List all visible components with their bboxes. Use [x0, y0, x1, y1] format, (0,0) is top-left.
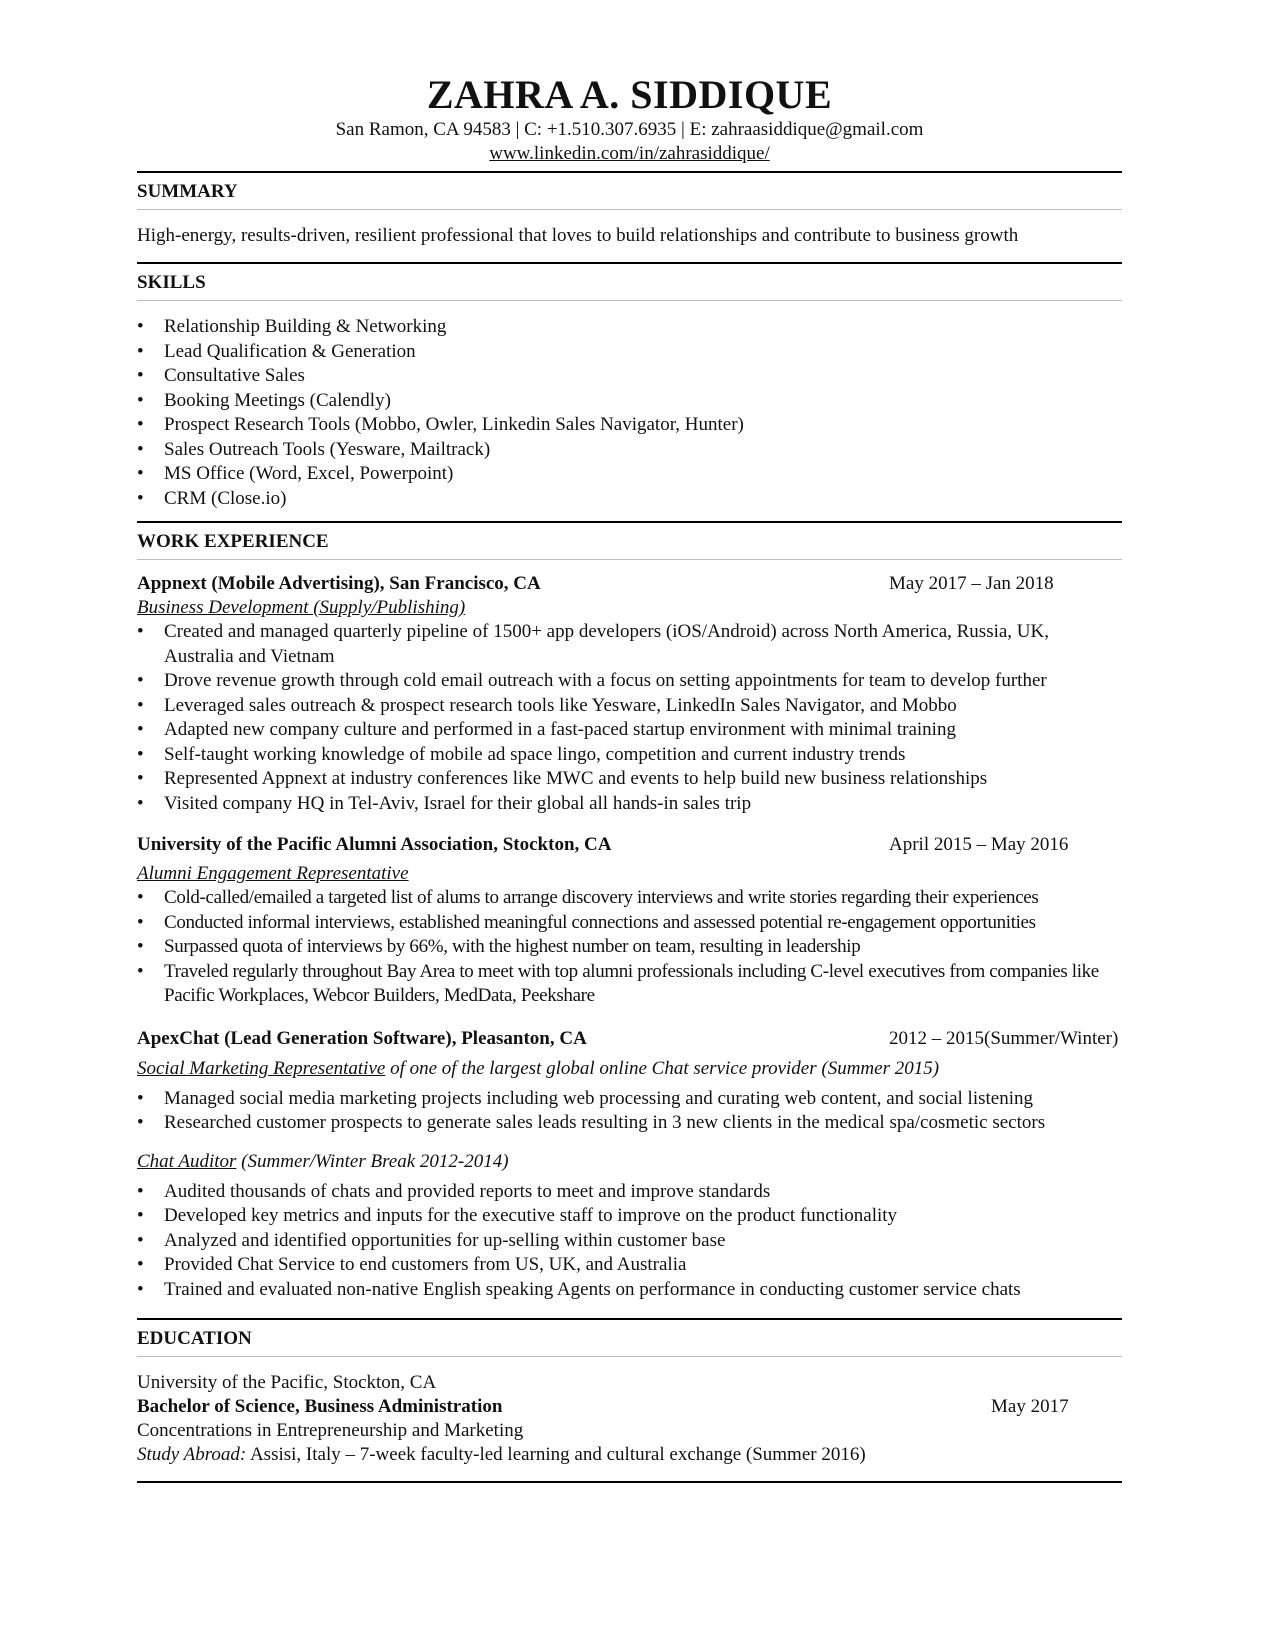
- job-role: Business Development (Supply/Publishing): [137, 597, 466, 618]
- job-bullet: • Researched customer prospects to generate sales leads resulting in 3 new clients in the medical spa/cosmetic sectors: [137, 1111, 1122, 1136]
- job-header: [137, 1027, 1122, 1051]
- job-bullets: [137, 620, 1122, 816]
- education-date: May 2017: [991, 1396, 1069, 1417]
- job-bullet: • Traveled regularly throughout Bay Area to meet with top alumni professionals including C-level executives from companies like Pacific Workplaces, Webcor Builders, MedData, Peekshare: [137, 960, 1122, 1009]
- job-bullet: • Represented Appnext at industry conferences like MWC and events to help build new business relationships: [137, 767, 1122, 792]
- skills-list: [137, 301, 1122, 521]
- job-entry: [137, 816, 1122, 1009]
- job-bullet: • Adapted new company culture and performed in a fast-paced startup environment with minimal training: [137, 718, 1122, 743]
- skill-item: • Consultative Sales: [137, 364, 1122, 389]
- skill-item: • Sales Outreach Tools (Yesware, Mailtrack): [137, 438, 1122, 463]
- skill-item: • Relationship Building & Networking: [137, 315, 1122, 340]
- linkedin-link[interactable]: www.linkedin.com/in/zahrasiddique/: [489, 143, 770, 164]
- job-bullet: • Conducted informal interviews, established meaningful connections and assessed potential re-engagement opportunities: [137, 911, 1122, 936]
- education-degree: Bachelor of Science, Business Administration: [137, 1396, 503, 1417]
- job-bullet: • Self-taught working knowledge of mobile ad space lingo, competition and current industry trends: [137, 743, 1122, 768]
- education-study-abroad: Study Abroad: Assisi, Italy – 7-week faculty-led learning and cultural exchange (Summer 2016): [137, 1444, 866, 1465]
- education-concentrations: Concentrations in Entrepreneurship and Marketing: [137, 1420, 524, 1441]
- job-bullet: • Leveraged sales outreach & prospect research tools like Yesware, LinkedIn Sales Navigator, and Mobbo: [137, 694, 1122, 719]
- job-company: University of the Pacific Alumni Association, Stockton, CA: [137, 834, 612, 855]
- job-header: [137, 572, 1122, 596]
- summary-heading: SUMMARY: [137, 181, 238, 202]
- job-bullet: • Provided Chat Service to end customers from US, UK, and Australia: [137, 1253, 1122, 1278]
- contact-line: San Ramon, CA 94583 | C: +1.510.307.6935 | E: zahraasiddique@gmail.com: [335, 119, 924, 140]
- skill-item: • CRM (Close.io): [137, 487, 1122, 512]
- skill-item: • Booking Meetings (Calendly): [137, 389, 1122, 414]
- job-bullet: • Created and managed quarterly pipeline of 1500+ app developers (iOS/Android) across North America, Russia, UK, Australia and Vietnam: [137, 620, 1122, 669]
- job-bullet: • Managed social media marketing projects including web processing and curating web content, and social listening: [137, 1087, 1122, 1112]
- job-dates: April 2015 – May 2016: [889, 834, 1069, 855]
- job-role-secondary: Chat Auditor (Summer/Winter Break 2012-2014): [137, 1150, 509, 1172]
- job-bullet: • Drove revenue growth through cold email outreach with a focus on setting appointments for team to develop further: [137, 669, 1122, 694]
- summary-text: High-energy, results-driven, resilient professional that loves to build relationships and contribute to business growth: [137, 225, 1019, 246]
- job-bullet: • Visited company HQ in Tel-Aviv, Israel for their global all hands-in sales trip: [137, 792, 1122, 817]
- work-experience-heading: WORK EXPERIENCE: [137, 531, 329, 552]
- job-header: [137, 833, 1122, 857]
- skills-heading: SKILLS: [137, 272, 206, 293]
- job-bullet: • Cold-called/emailed a targeted list of alums to arrange discovery interviews and write stories regarding their experiences: [137, 886, 1122, 911]
- job-dates: May 2017 – Jan 2018: [889, 573, 1054, 594]
- job-bullets: [137, 886, 1122, 1009]
- work-experience-section: [137, 523, 1122, 1318]
- skill-item: • Prospect Research Tools (Mobbo, Owler, Linkedin Sales Navigator, Hunter): [137, 413, 1122, 438]
- job-bullets: [137, 1087, 1122, 1136]
- skills-section: [137, 264, 1122, 521]
- job-entry: [137, 560, 1122, 816]
- candidate-name: ZAHRA A. SIDDIQUE: [426, 72, 833, 117]
- resume-page: [137, 72, 1122, 1483]
- job-bullet: • Developed key metrics and inputs for the executive staff to improve on the product functionality: [137, 1204, 1122, 1229]
- job-bullet: • Audited thousands of chats and provided reports to meet and improve standards: [137, 1180, 1122, 1205]
- job-company: ApexChat (Lead Generation Software), Pleasanton, CA: [137, 1027, 587, 1049]
- education-section: [137, 1320, 1122, 1481]
- education-school: University of the Pacific, Stockton, CA: [137, 1372, 437, 1393]
- job-company: Appnext (Mobile Advertising), San Francisco, CA: [137, 573, 541, 594]
- job-entry: [137, 1009, 1122, 1319]
- job-role: Alumni Engagement Representative: [137, 863, 409, 884]
- job-bullet: • Surpassed quota of interviews by 66%, with the highest number on team, resulting in leadership: [137, 935, 1122, 960]
- education-entry: [137, 1357, 1122, 1481]
- job-role: Social Marketing Representative of one of the largest global online Chat service provider (Summer 2015): [137, 1057, 940, 1079]
- job-bullet: • Analyzed and identified opportunities for up-selling within customer base: [137, 1229, 1122, 1254]
- summary-section: [137, 173, 1122, 262]
- skill-item: • Lead Qualification & Generation: [137, 340, 1122, 365]
- section-divider: [137, 1481, 1122, 1483]
- skill-item: • MS Office (Word, Excel, Powerpoint): [137, 462, 1122, 487]
- education-degree-row: [137, 1395, 1122, 1419]
- job-dates: 2012 – 2015(Summer/Winter): [889, 1027, 1119, 1049]
- job-bullets: [137, 1180, 1122, 1319]
- job-bullet: • Trained and evaluated non-native English speaking Agents on performance in conducting customer service chats: [137, 1278, 1122, 1303]
- linkedin-line: [137, 142, 1122, 166]
- education-heading: EDUCATION: [137, 1328, 252, 1349]
